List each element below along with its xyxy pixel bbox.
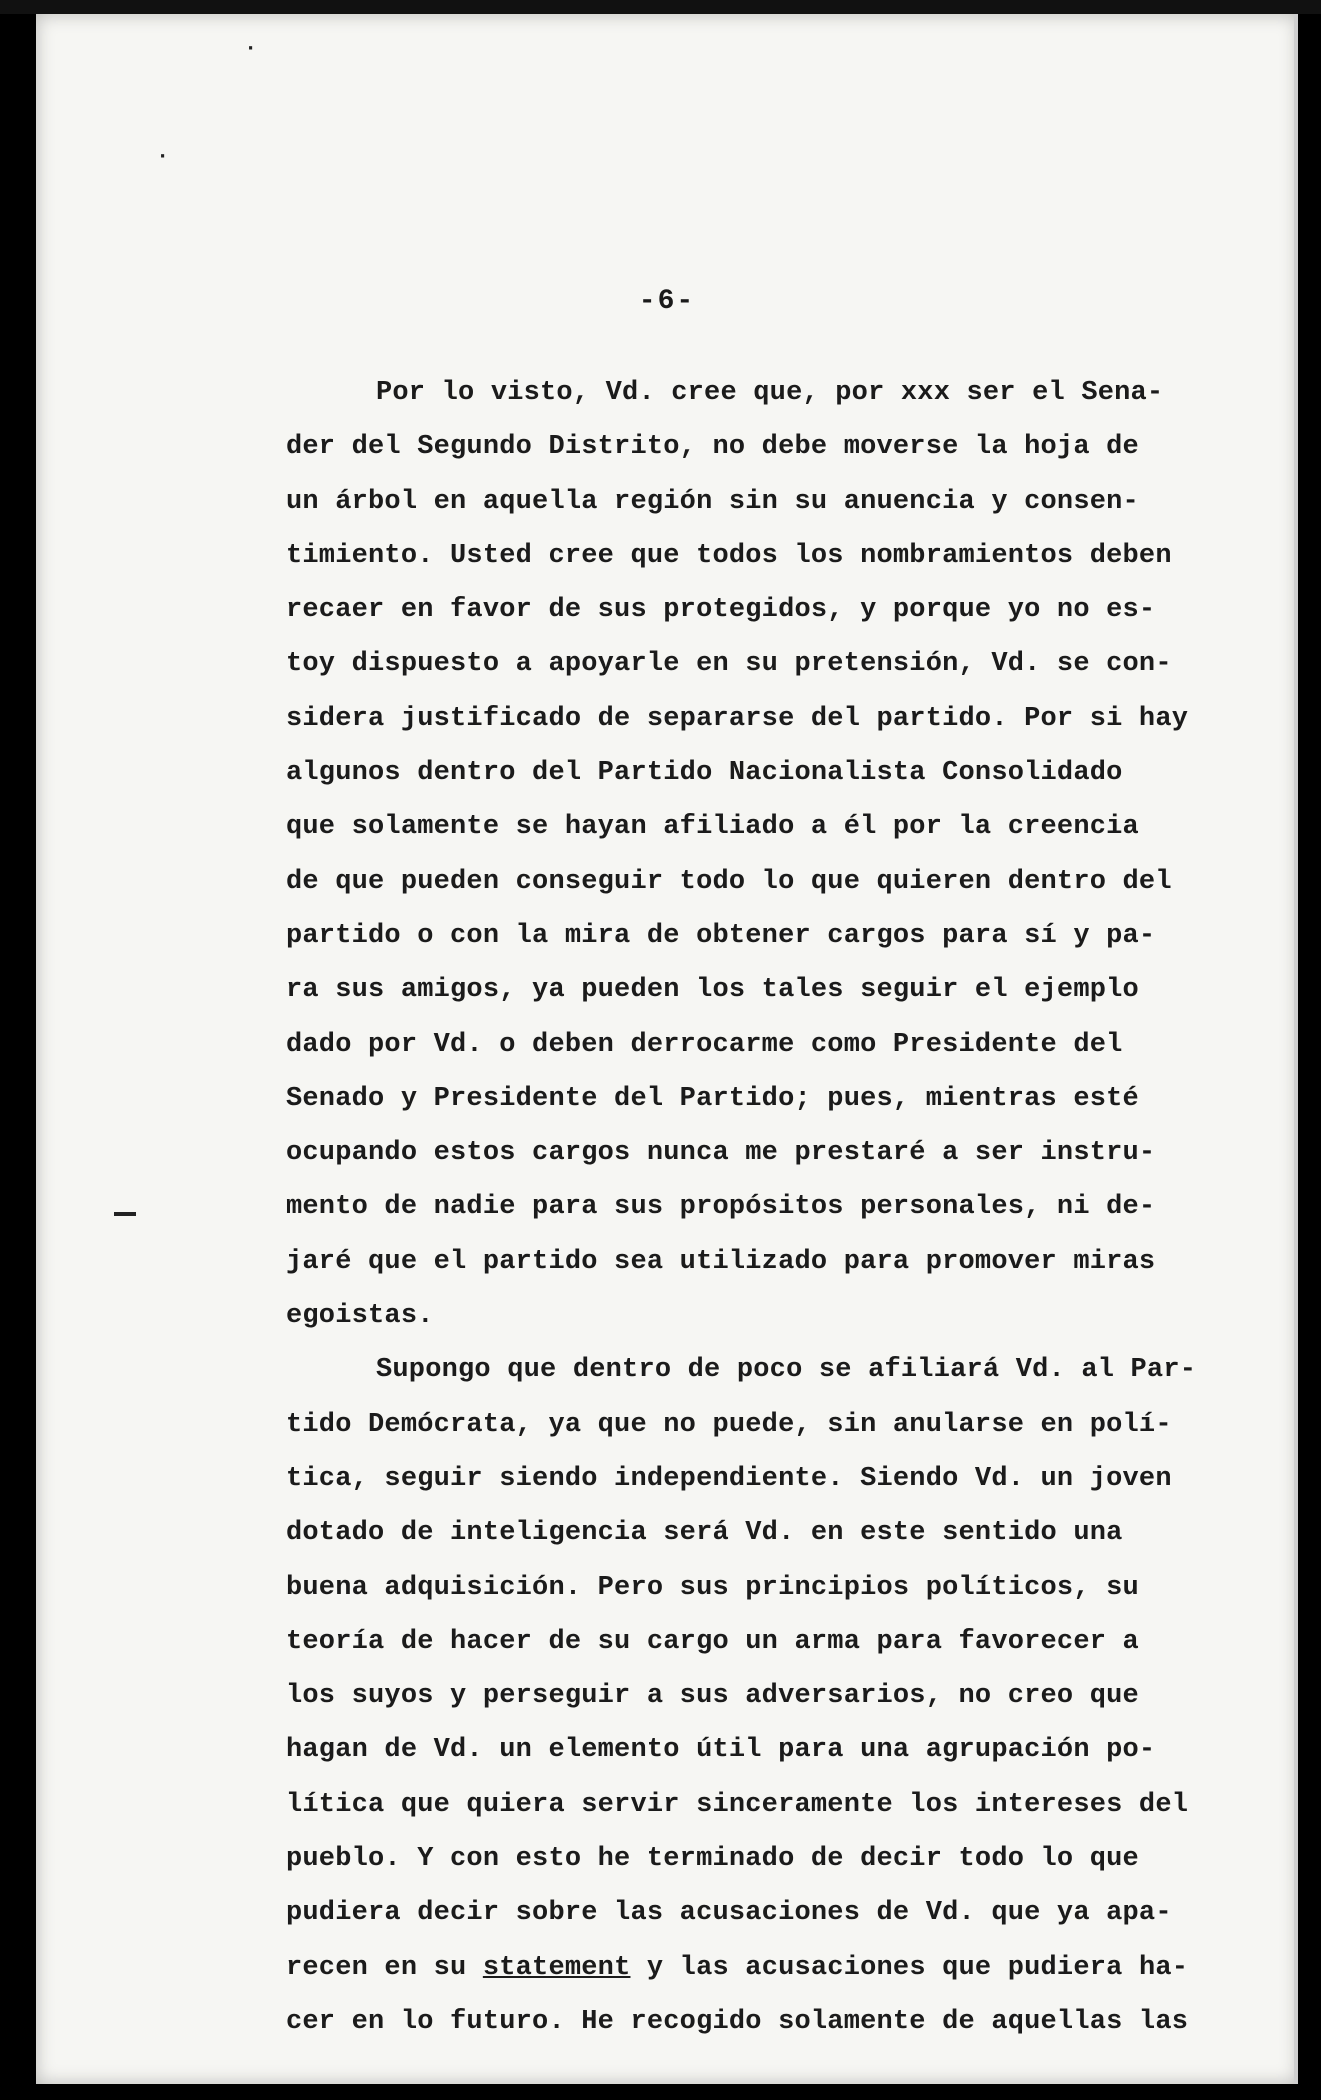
page-edge — [1294, 14, 1298, 2084]
text-line: sidera justificado de separarse del partido. Por si hay — [286, 703, 1189, 734]
text-line: timiento. Usted cree que todos los nombramientos deben — [286, 540, 1172, 571]
text-line: egoistas. — [286, 1301, 434, 1332]
letter-body — [286, 366, 1236, 2049]
text-line: pueblo. Y con esto he terminado de decir todo lo que — [286, 1844, 1139, 1875]
underlined-word: statement — [482, 1952, 631, 1983]
text-line: mento de nadie para sus propósitos personales, ni de- — [286, 1192, 1156, 1223]
text-line: toy dispuesto a apoyarle en su pretensión, Vd. se con- — [286, 649, 1172, 680]
text-line: Senado y Presidente del Partido; pues, mientras esté — [286, 1083, 1139, 1114]
text-line: cer en lo futuro. He recogido solamente de aquellas las — [286, 2006, 1189, 2037]
text-segment: y las acusaciones que pudiera ha- — [630, 1952, 1189, 1983]
text-line: hagan de Vd. un elemento útil para una agrupación po- — [286, 1735, 1156, 1766]
text-line: buena adquisición. Pero sus principios políticos, su — [286, 1572, 1139, 1603]
text-line: lítica que quiera servir sinceramente los intereses del — [286, 1789, 1189, 1820]
text-line: ra sus amigos, ya pueden los tales seguir el ejemplo — [286, 975, 1139, 1006]
margin-mark — [114, 1212, 136, 1216]
text-line-with-underline — [286, 1941, 1236, 1995]
scan-border-top — [0, 0, 1321, 14]
text-line: recaer en favor de sus protegidos, y porque yo no es- — [286, 595, 1156, 626]
text-line: teoría de hacer de su cargo un arma para favorecer a — [286, 1626, 1139, 1657]
text-line: algunos dentro del Partido Nacionalista Consolidado — [286, 758, 1123, 789]
text-line: dado por Vd. o deben derrocarme como Presidente del — [286, 1029, 1123, 1060]
paragraph-1 — [286, 366, 1236, 1343]
text-line: jaré que el partido sea utilizado para promover miras — [286, 1246, 1156, 1277]
text-line: de que pueden conseguir todo lo que quieren dentro del — [286, 866, 1172, 897]
paragraph-2 — [286, 1343, 1236, 2049]
text-line: Por lo visto, Vd. cree que, por xxx ser el Sena- — [376, 378, 1164, 408]
text-line: partido o con la mira de obtener cargos para sí y pa- — [286, 920, 1156, 951]
text-line: dotado de inteligencia será Vd. en este sentido una — [286, 1518, 1123, 1549]
scan-mark: · — [244, 36, 258, 61]
text-line: ocupando estos cargos nunca me prestaré a ser instru- — [286, 1138, 1156, 1169]
text-line: los suyos y perseguir a sus adversarios, no creo que — [286, 1681, 1139, 1712]
text-line: Supongo que dentro de poco se afiliará Vd. al Par- — [376, 1355, 1197, 1386]
text-line: tido Demócrata, ya que no puede, sin anularse en polí- — [286, 1409, 1172, 1440]
page-number: -6- — [638, 286, 696, 317]
document-page — [36, 14, 1298, 2084]
text-line: pudiera decir sobre las acusaciones de Vd. que ya apa- — [286, 1898, 1172, 1929]
text-line: der del Segundo Distrito, no debe moverse la hoja de — [286, 432, 1139, 463]
text-line: tica, seguir siendo independiente. Siendo Vd. un joven — [286, 1463, 1172, 1494]
text-line: un árbol en aquella región sin su anuencia y consen- — [286, 486, 1139, 517]
text-segment: recen en su — [286, 1952, 483, 1983]
scan-mark: · — [156, 144, 170, 169]
text-line: que solamente se hayan afiliado a él por la creencia — [286, 812, 1139, 843]
